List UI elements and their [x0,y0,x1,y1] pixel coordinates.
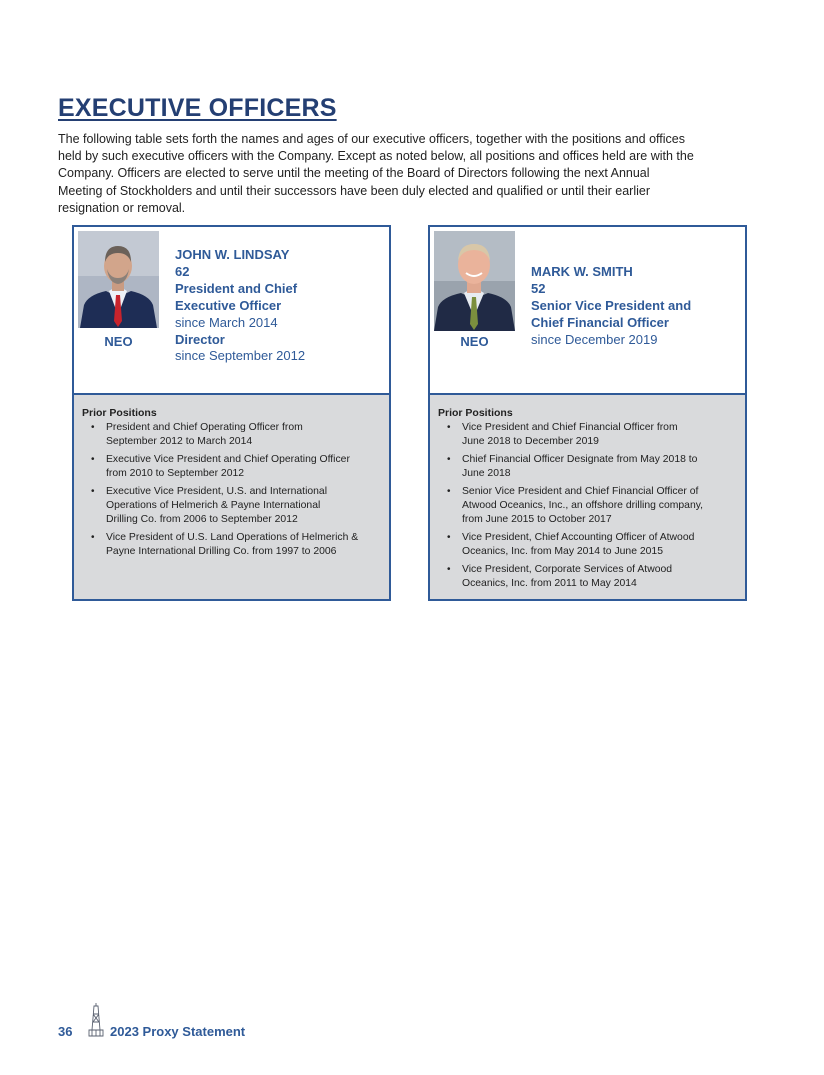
officer-title: President and Chief [175,280,298,296]
officer-name: JOHN W. LINDSAY [175,247,290,262]
list-line: Oceanics, Inc. from May 2014 to June 2015 [462,546,663,557]
list-item [438,421,730,449]
officer-name: MARK W. SMITH [531,264,633,279]
list-item [82,453,374,481]
officer-info [531,264,691,349]
intro-line: held by such executive officers with the Company. Except as noted below, all positions and offices held are with the [58,149,694,164]
prior-positions-heading: Prior Positions [438,407,513,419]
list-line: Vice President, Chief Accounting Officer of Atwood [462,532,695,543]
list-line: Oceanics, Inc. from 2011 to May 2014 [462,578,637,589]
list-item [82,485,374,527]
intro-paragraph [58,131,770,217]
officer-header [74,227,389,395]
list-item [438,531,730,559]
list-line: Vice President and Chief Financial Officer from [462,422,678,433]
officer-info [175,247,305,365]
prior-positions-panel [430,395,745,599]
intro-line: Company. Officers are elected to serve until the meeting of the Board of Directors following the next Annual [58,166,650,181]
portrait-image [78,231,159,328]
list-line: Vice President of U.S. Land Operations of Helmerich & [106,532,359,543]
list-item [438,563,730,591]
derrick-logo-icon [88,1002,104,1038]
list-line: from June 2015 to October 2017 [462,514,612,525]
list-line: Executive Vice President, U.S. and International [106,486,328,497]
prior-positions-list [82,421,374,563]
prior-positions-heading: Prior Positions [82,407,157,419]
list-item [82,421,374,449]
officer-since: since March 2014 [175,314,278,330]
prior-positions-list [438,421,730,595]
list-line: Vice President, Corporate Services of Atwood [462,564,673,575]
list-line: June 2018 to December 2019 [462,436,599,447]
officer-role: Director [175,331,225,347]
page-number: 36 [58,1024,73,1039]
footer-label: 2023 Proxy Statement [110,1024,246,1039]
officer-photo [434,231,515,331]
page-title: EXECUTIVE OFFICERS [58,94,337,122]
list-line: Chief Financial Officer Designate from May 2018 to [462,454,698,465]
officer-title: Executive Officer [175,297,282,313]
list-line: President and Chief Operating Officer from [106,422,303,433]
list-line: Drilling Co. from 2006 to September 2012 [106,514,298,525]
officer-title: Chief Financial Officer [531,314,669,330]
officer-card-lindsay [72,225,391,601]
neo-badge: NEO [460,334,489,349]
list-line: September 2012 to March 2014 [106,436,253,447]
portrait-image [434,231,515,331]
officer-card-smith [428,225,747,601]
list-line: from 2010 to September 2012 [106,468,245,479]
officer-since: since December 2019 [531,331,658,347]
officer-photo [78,231,159,328]
officer-header [430,227,745,395]
officer-age: 52 [531,280,546,296]
list-line: Executive Vice President and Chief Operating Officer [106,454,350,465]
intro-line: The following table sets forth the names and ages of our executive officers, together with the positions and offices [58,132,685,146]
list-item [438,485,730,527]
neo-badge: NEO [104,334,133,349]
list-item [82,531,374,559]
intro-line: resignation or removal. [58,200,186,215]
officer-since: since September 2012 [175,348,306,364]
list-line: June 2018 [462,468,511,479]
prior-positions-panel [74,395,389,599]
list-line: Payne International Drilling Co. from 1997 to 2006 [106,546,337,557]
officer-age: 62 [175,263,190,279]
intro-line: Meeting of Stockholders and until their successors have been duly elected and qualified or until their earlier [58,183,651,198]
officer-title: Senior Vice President and [531,297,692,313]
list-item [438,453,730,481]
list-line: Atwood Oceanics, Inc., an offshore drilling company, [462,500,704,511]
list-line: Senior Vice President and Chief Financial Officer of [462,486,699,497]
list-line: Operations of Helmerich & Payne International [106,500,321,511]
